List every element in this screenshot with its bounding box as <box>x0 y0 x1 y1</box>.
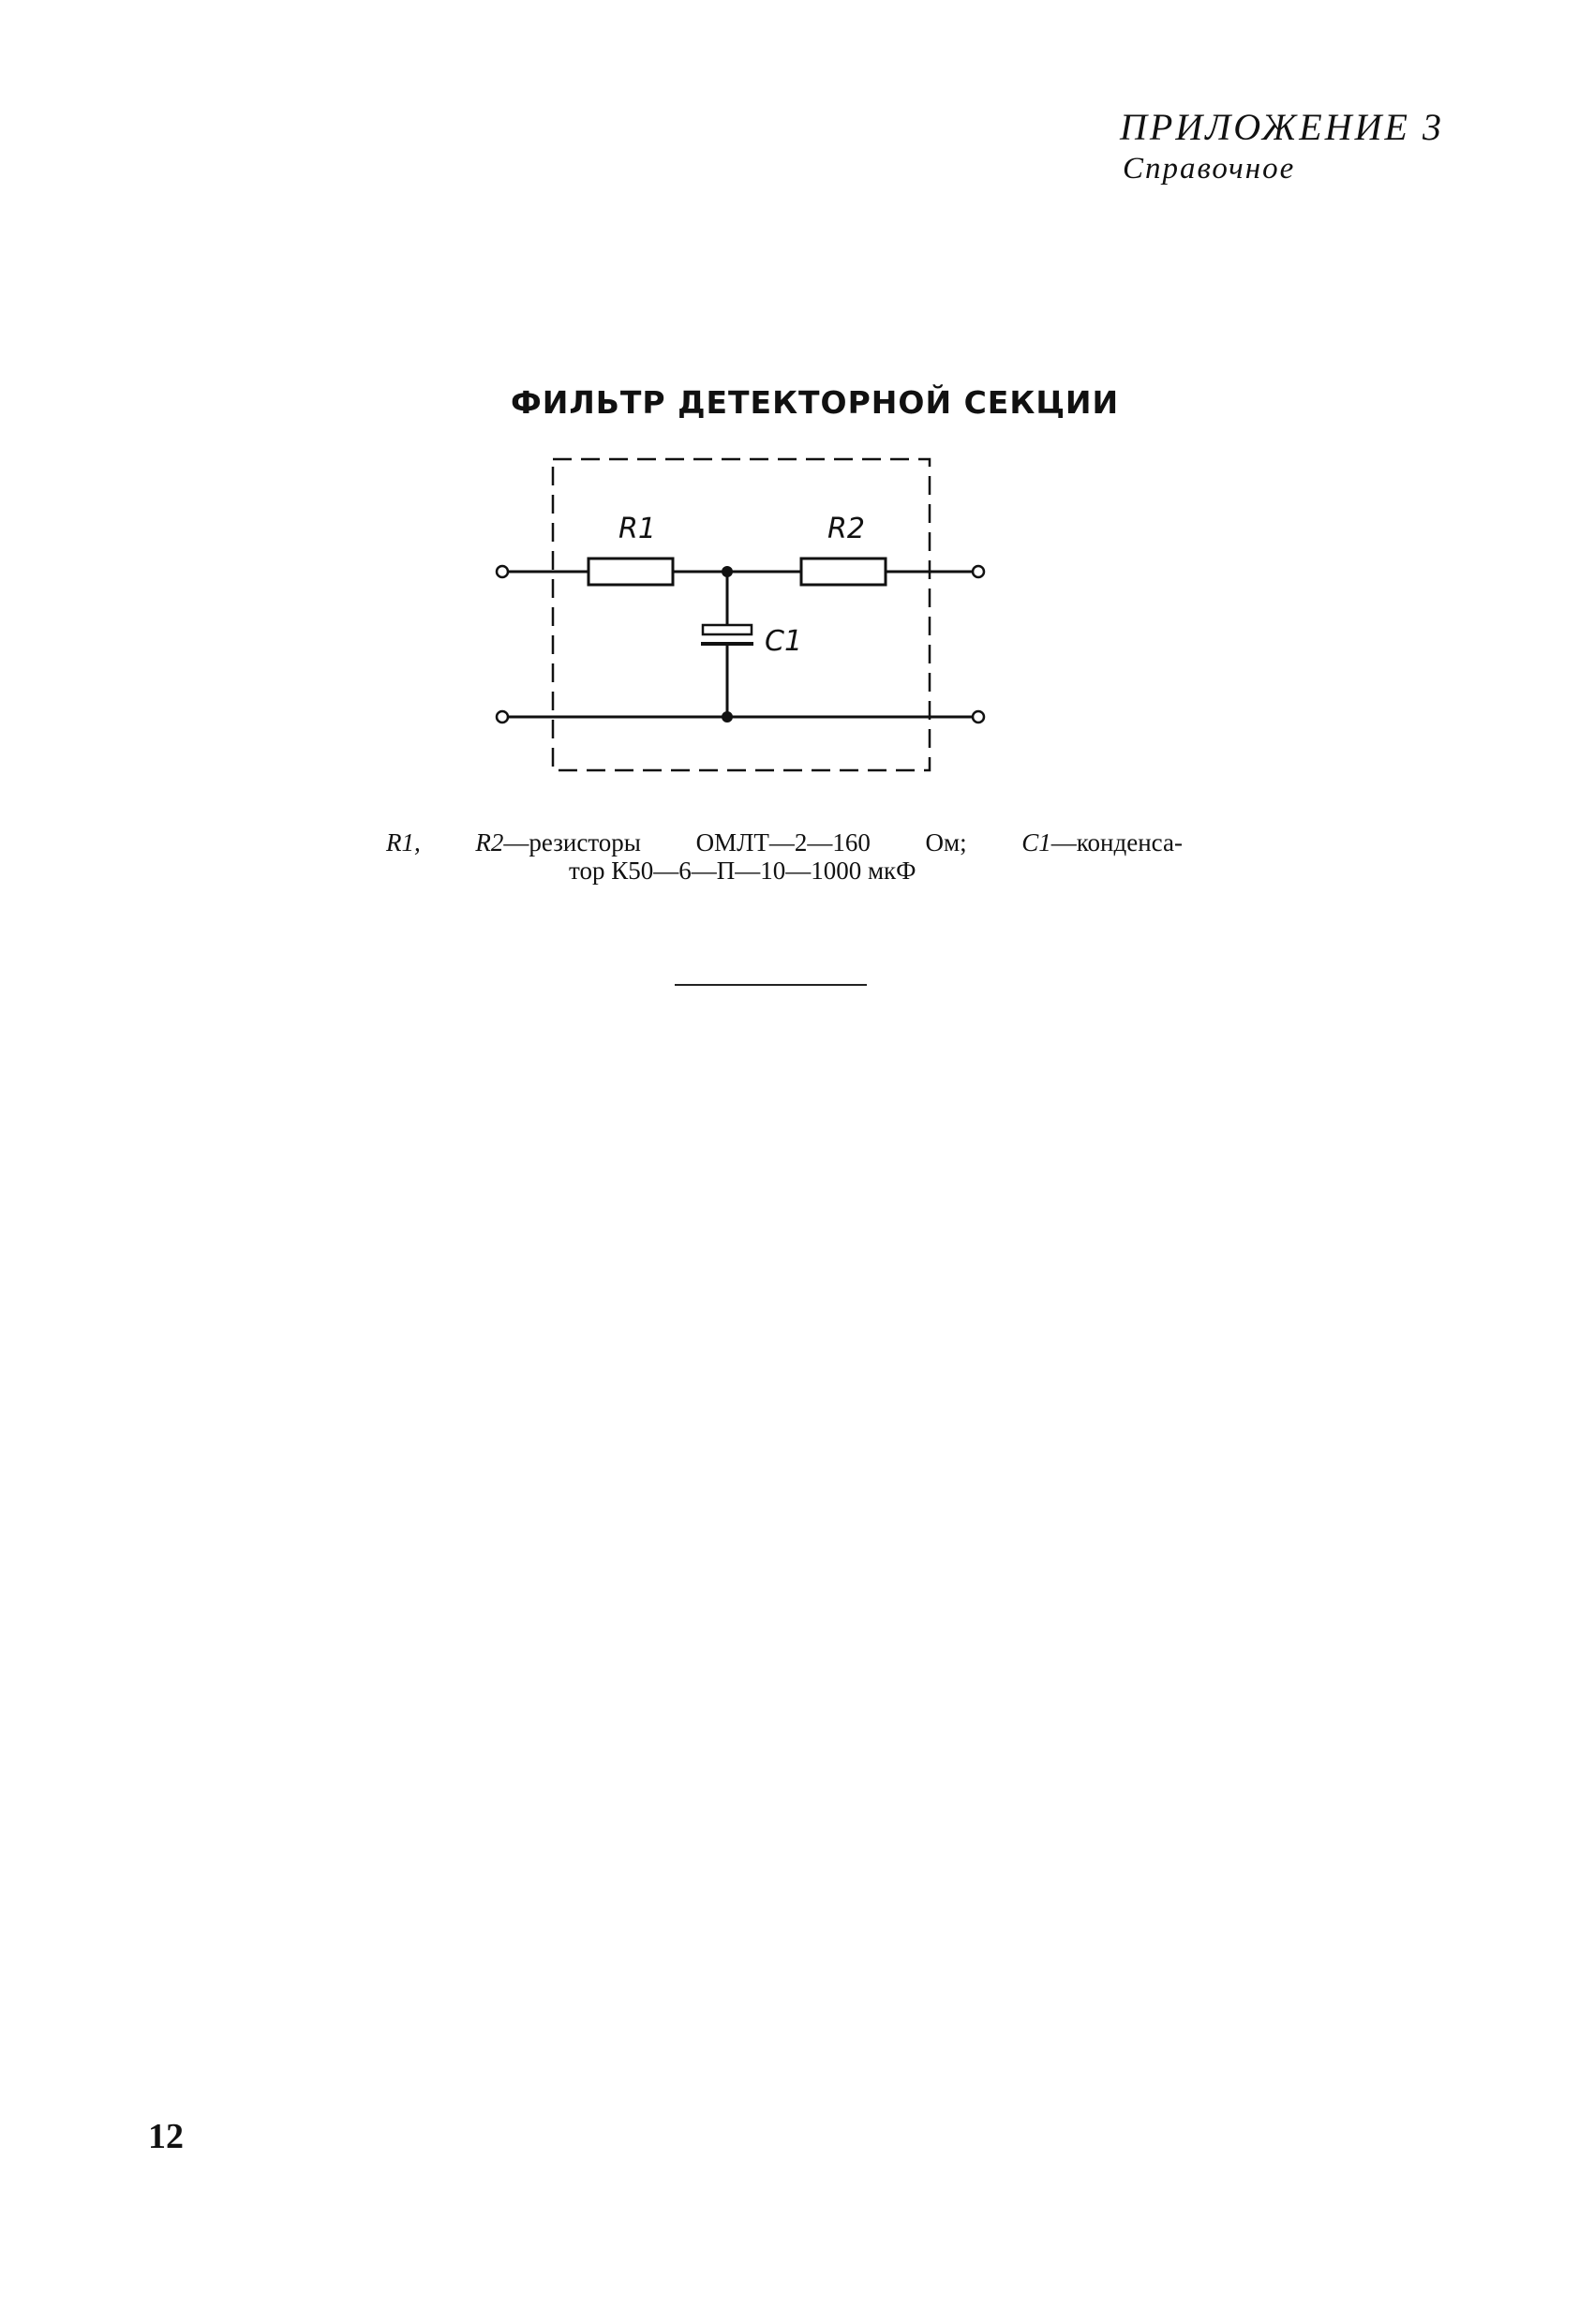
terminal-output-bottom <box>973 711 984 723</box>
capacitor-c1-plate-top <box>703 625 752 634</box>
figure-title: ФИЛЬТР ДЕТЕКТОРНОЙ СЕКЦИИ <box>511 384 1120 421</box>
resistor-r2 <box>801 559 886 585</box>
caption-capacitor-text: —конденса- <box>1050 828 1183 857</box>
module-boundary <box>553 459 930 770</box>
terminal-input-bottom <box>497 711 508 723</box>
caption-r1-ref: R1, <box>386 828 421 857</box>
caption-resistor-spec: ОМЛТ—2—160 <box>695 828 871 857</box>
page-number: 12 <box>148 2117 184 2156</box>
caption-r2-ref: R2 <box>475 828 504 857</box>
junction-bottom <box>722 711 733 723</box>
appendix-title: ПРИЛОЖЕНИЕ 3 <box>1120 106 1444 148</box>
caption-resistor-unit: Ом; <box>925 828 967 857</box>
terminal-input-top <box>497 566 508 577</box>
appendix-type: Справочное <box>1123 152 1296 186</box>
figure-caption <box>386 828 1183 885</box>
caption-line-2: тор К50—6—П—10—1000 мкФ <box>569 857 916 885</box>
caption-resistors <box>475 828 641 857</box>
caption-line-1 <box>386 828 1183 857</box>
label-c1: C1 <box>765 625 803 658</box>
label-r1: R1 <box>618 513 656 545</box>
caption-capacitor <box>1021 828 1183 857</box>
resistor-r1 <box>588 559 673 585</box>
section-divider <box>675 984 867 986</box>
caption-c1-ref: C1 <box>1021 828 1051 857</box>
caption-resistors-text: —резисторы <box>503 828 641 857</box>
label-r2: R2 <box>827 513 865 545</box>
terminal-output-top <box>973 566 984 577</box>
filter-schematic <box>0 0 1594 843</box>
junction-top <box>722 566 733 577</box>
